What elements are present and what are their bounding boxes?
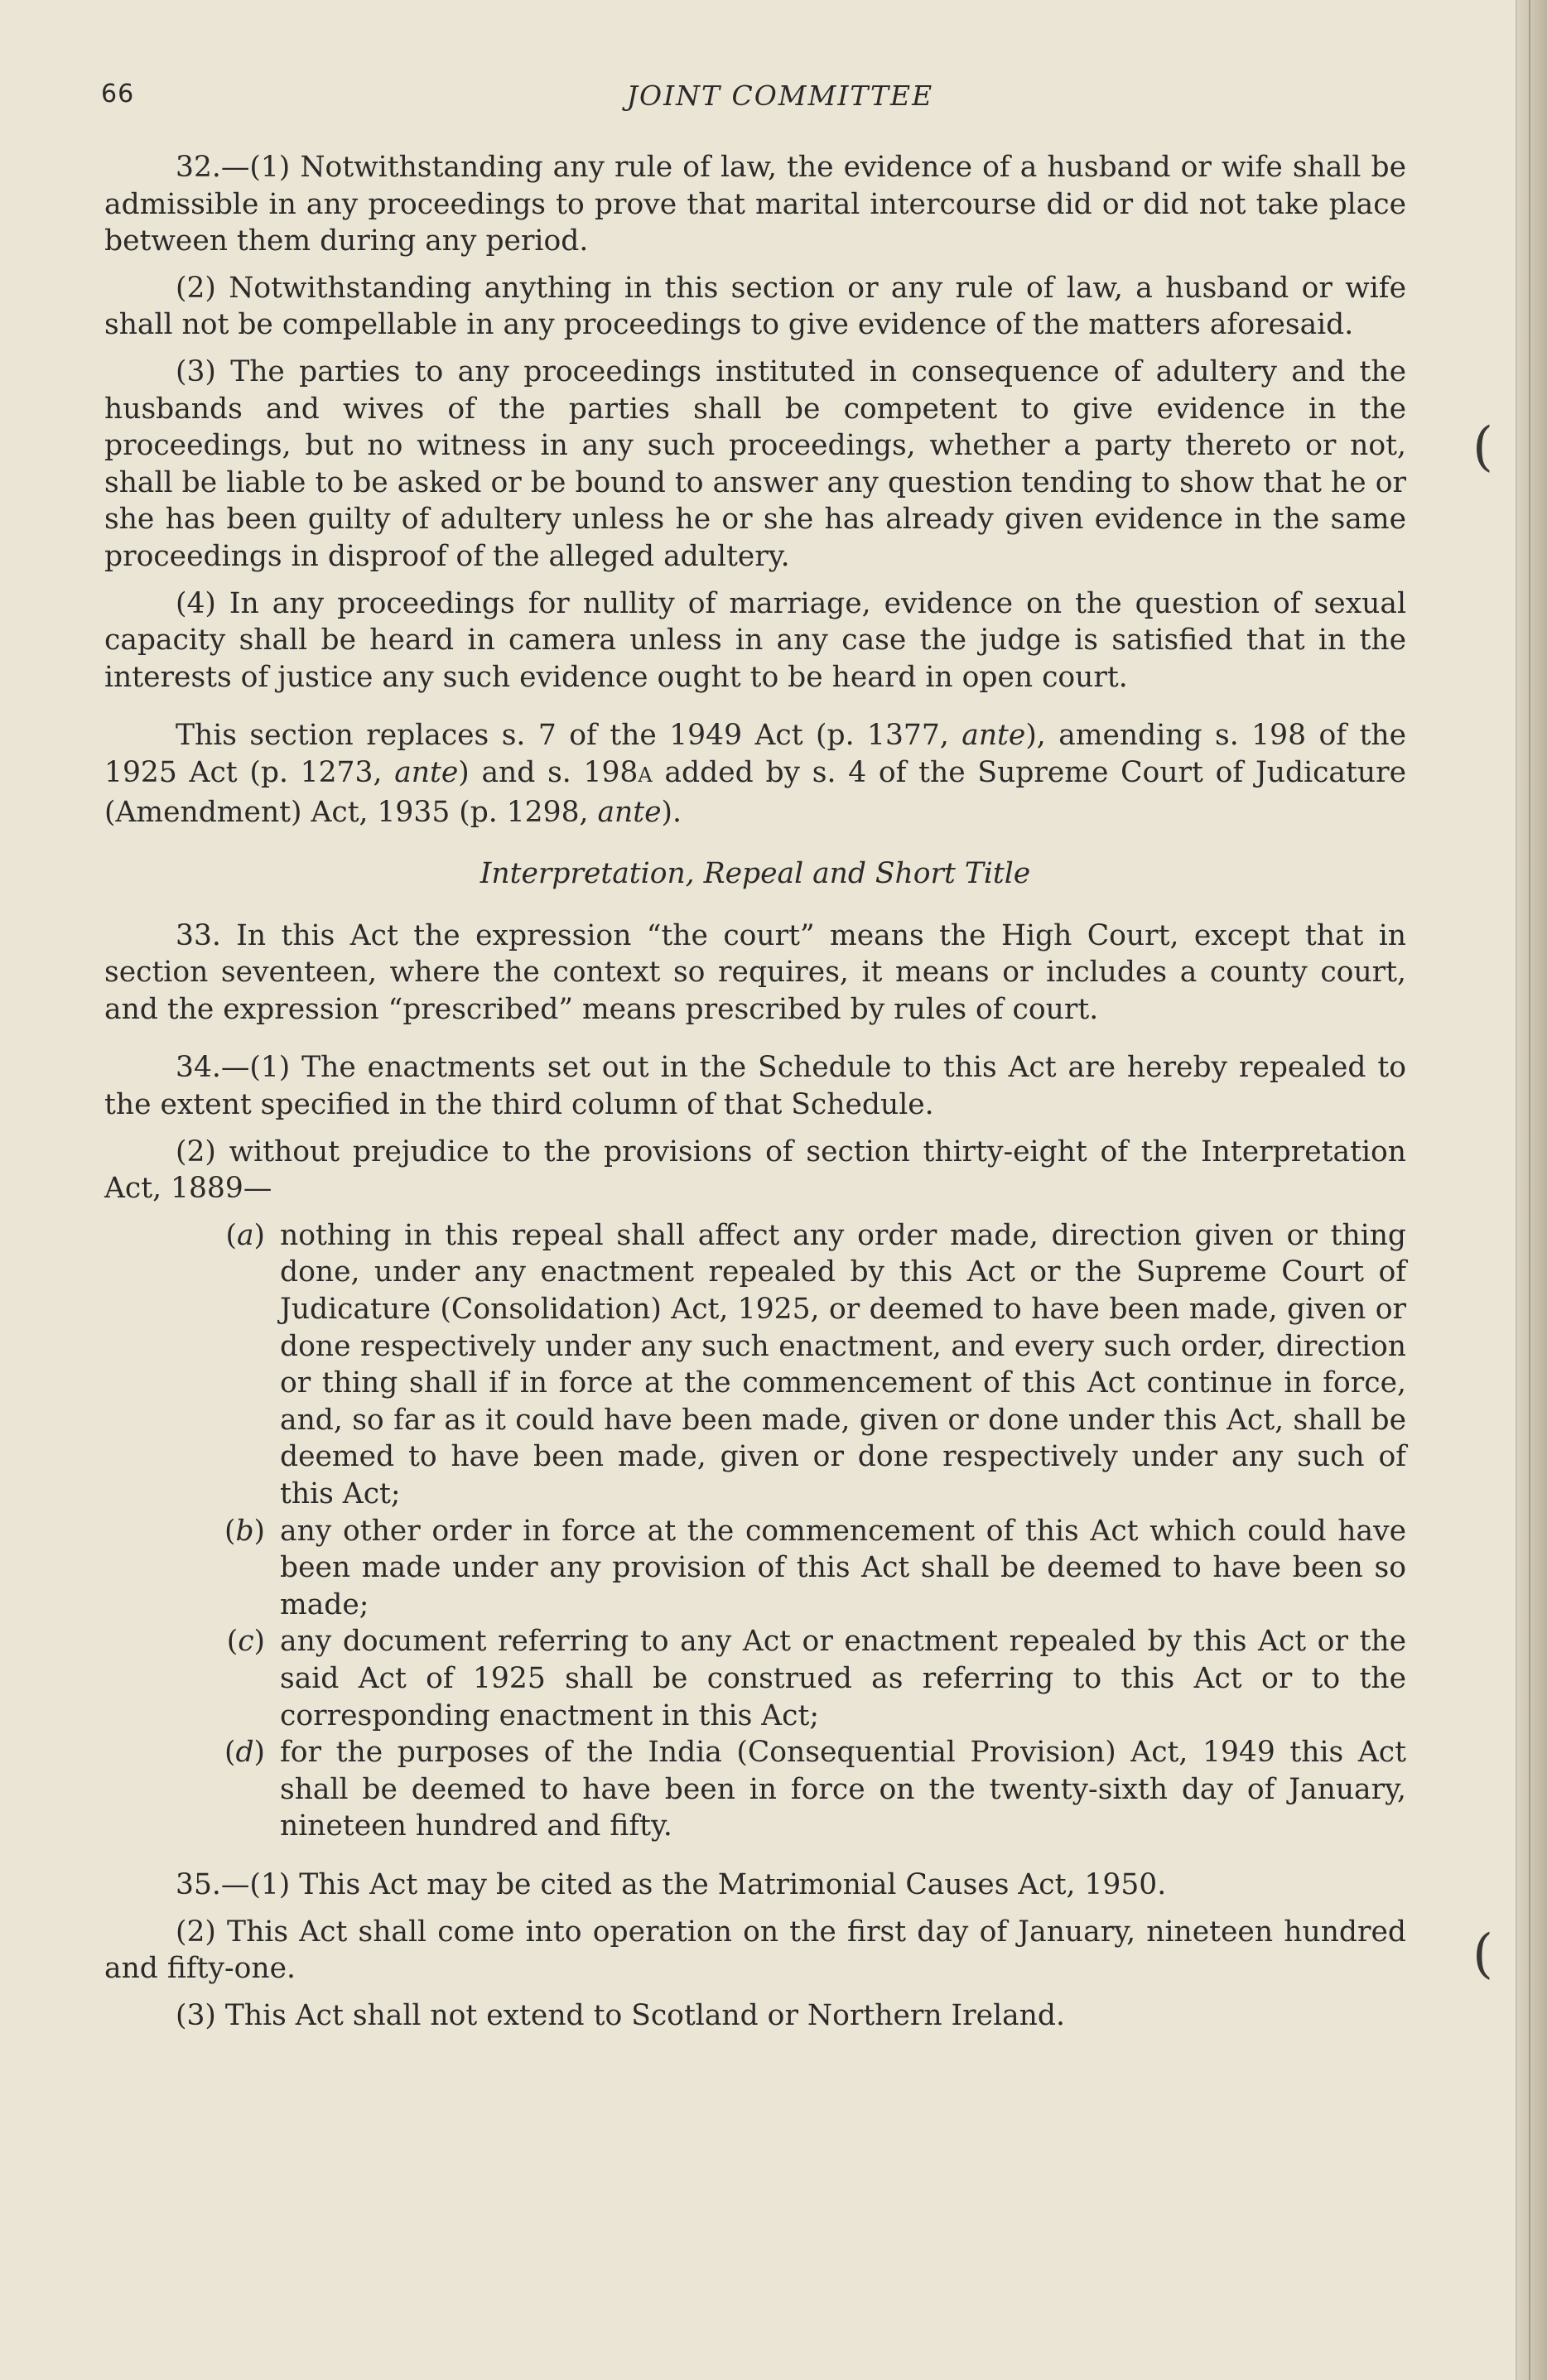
binding-mark-lower: (: [1472, 1924, 1493, 1985]
editorial-note: This section replaces s. 7 of the 1949 Act (p. 1377, ante), amending s. 198 of the 1925 Act (p. 1273, ante) and s. 198A added by s. 4 of the Supreme Court of Judicature (Amendment) Act, 1935 (p. 1298, ante).: [104, 719, 1406, 829]
section-32-subsection-1: 32.—(1) Notwithstanding any rule of law, the evidence of a husband or wife shall be admissible in any proceedings to prove that marital intercourse did or did not take place between them during any period.: [104, 151, 1406, 258]
section-32-subsection-4: (4) In any proceedings for nullity of marriage, evidence on the question of sexual capacity shall be heard in camera unless in any case the judge is satisfied that in the interests of justice any such evidence ought to be heard in open court.: [104, 586, 1406, 694]
page-number: 66: [101, 79, 135, 108]
clause-label: (c): [226, 1625, 265, 1659]
page-header: [101, 79, 1410, 121]
clause-label: (a): [225, 1218, 265, 1252]
section-34-clause-list: [104, 1217, 1406, 1845]
clause-text: for the purposes of the India (Consequential Provision) Act, 1949 this Act shall be deemed to have been in force on the twenty-sixth day of January, nineteen hundred and fifty.: [280, 1736, 1406, 1843]
page-spine-edge: [1516, 0, 1547, 2380]
running-title: JOINT COMMITTEE: [626, 79, 934, 112]
page-body: [104, 149, 1406, 2034]
section-34-subsection-1: 34.—(1) The enactments set out in the Schedule to this Act are hereby repealed to the extent specified in the third column of that Schedule.: [104, 1051, 1406, 1122]
section-35-subsection-2: (2) This Act shall come into operation on the first day of January, nineteen hundred and fifty-one.: [104, 1915, 1406, 1986]
clause-text: any other order in force at the commencement of this Act which could have been made under any provision of this Act shall be deemed to have been so made;: [280, 1514, 1406, 1621]
clause-b: [104, 1513, 1406, 1624]
section-35-subsection-1: 35.—(1) This Act may be cited as the Matrimonial Causes Act, 1950.: [176, 1867, 1167, 1901]
section-33: 33. In this Act the expression “the court” means the High Court, except that in section seventeen, where the context so requires, it means or includes a county court, and the expression “prescribed” means prescribed by rules of court.: [104, 918, 1406, 1026]
section-32-subsection-3: (3) The parties to any proceedings instituted in consequence of adultery and the husbands and wives of the parties shall be competent to give evidence in the proceedings, but no witness in any such proceedings, whether a party thereto or not, shall be liable to be asked or be bound to answer any question tending to show that he or she has been guilty of adultery unless he or she has already given evidence in the same proceedings in disproof of the alleged adultery.: [104, 354, 1406, 573]
clause-a: [104, 1217, 1406, 1513]
clause-label: (b): [224, 1514, 265, 1548]
clause-text: nothing in this repeal shall affect any order made, direction given or thing done, under any enactment repealed by this Act or the Supreme Court of Judicature (Consolidation) Act, 1925, or deemed to have been made, given or done respectively under any such enactment, and every such order, direction or thing shall if in force at the commencement of this Act continue in force, and, so far as it could have been made, given or done under this Act, shall be deemed to have been made, given or done respectively under any such of this Act;: [280, 1218, 1406, 1510]
clause-text: any document referring to any Act or enactment repealed by this Act or the said Act of 1925 shall be construed as referring to this Act or to the corresponding enactment in this Act;: [280, 1625, 1406, 1732]
page-edge-line: [1529, 0, 1530, 2380]
clause-label: (d): [224, 1736, 265, 1770]
clause-c: [104, 1623, 1406, 1734]
section-35-subsection-3: (3) This Act shall not extend to Scotland or Northern Ireland.: [176, 1998, 1065, 2032]
section-34-subsection-2: (2) without prejudice to the provisions of section thirty-eight of the Interpretation Act, 1889—: [104, 1135, 1406, 1206]
section-32-subsection-2: (2) Notwithstanding anything in this section or any rule of law, a husband or wife shall not be compellable in any proceedings to give evidence of the matters aforesaid.: [104, 271, 1406, 342]
clause-d: [104, 1734, 1406, 1845]
binding-mark-upper: (: [1472, 417, 1493, 478]
section-heading: Interpretation, Repeal and Short Title: [480, 857, 1031, 891]
